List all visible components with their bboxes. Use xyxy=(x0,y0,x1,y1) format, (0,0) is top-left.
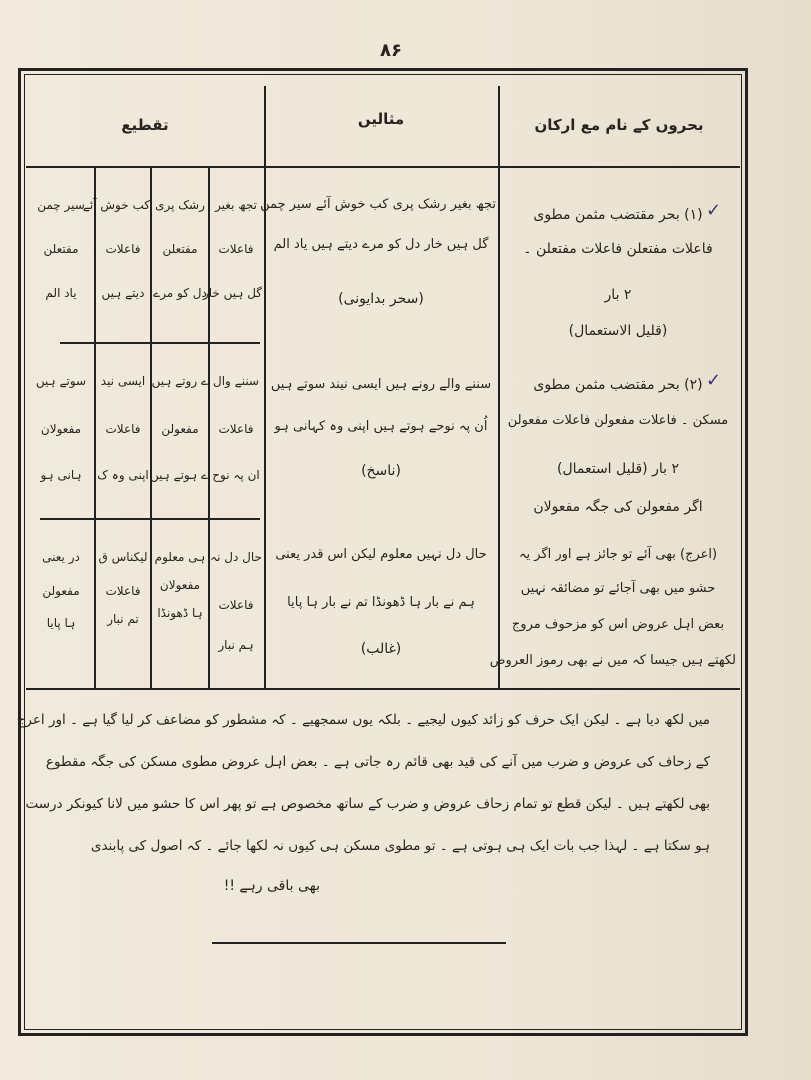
example-source: (غالب) xyxy=(360,641,402,657)
example-line: ہم نے بار ہا ڈھونڈا تم نے بار ہا پایا xyxy=(287,595,475,610)
taqti-rukn: مفعولن xyxy=(161,422,199,436)
taqti-rukn: مفتعلن xyxy=(43,242,79,256)
pen-mark-icon: ✓ xyxy=(706,200,722,221)
example-line: گل ہیں خار دل کو مرے دیتے ہیں یاد الم xyxy=(273,237,489,252)
header-bahr: بحروں کے نام مع ارکان xyxy=(534,116,704,134)
taqti-row-divider xyxy=(40,518,260,520)
table-bottom-line xyxy=(26,688,740,690)
taqti-rukn: مفتعلن xyxy=(162,242,198,256)
taqti-word: ہم نبار xyxy=(218,638,254,652)
taqti-word: لیکناس ق xyxy=(98,550,148,564)
bahr-line: بعض اہل عروض اس کو مزحوف مروج xyxy=(511,617,725,632)
header-divider xyxy=(26,166,740,168)
taqti-word: ایسی نید xyxy=(100,374,146,388)
taqti-word: تم نبار xyxy=(107,612,139,626)
bahr-line: حشو میں بھی آجائے تو مضائقہ نہیں xyxy=(520,581,716,596)
taqti-word: رشک پری xyxy=(155,198,205,212)
taqti-rukn: فاعلات xyxy=(105,422,141,436)
taqti-rukn: فاعلات xyxy=(218,242,254,256)
paragraph-line: کے زحاف کی عروض و ضرب میں آنے کی قید بھی قائم رہ جاتی ہے ۔ بعض اہل عروض مطوی مسکن کی جگہ مقطوع xyxy=(45,754,710,770)
bahr-line: مسکن ۔ فاعلات مفعولن فاعلات مفعولن xyxy=(507,413,729,428)
taqti-word: دل کو مرے xyxy=(153,286,207,300)
taqti-rukn: مفعولان xyxy=(159,578,201,592)
example-line: حال دل نہیں معلوم لیکن اس قدر یعنی xyxy=(275,547,487,562)
bahr-line: (قلیل الاستعمال) xyxy=(568,323,668,339)
taqti-rukn: فاعلات xyxy=(218,598,254,612)
taqti-word: ان پہ نوح xyxy=(212,468,260,482)
explanation-paragraph xyxy=(16,706,710,900)
bahr-line: اگر مفعولن کی جگہ مفعولان xyxy=(533,499,703,515)
closing-rule xyxy=(212,942,506,944)
header-taqti: تقطیع xyxy=(121,116,169,134)
taqti-word: کب خوش آئے xyxy=(82,198,150,212)
bahr-line: ۲ بار xyxy=(604,287,632,303)
taqti-rukn: مفعولان xyxy=(40,422,82,436)
example-source: (ناسخ) xyxy=(361,463,401,479)
taqti-rukn: فاعلات xyxy=(218,422,254,436)
taqti-rukn: فاعلات xyxy=(105,242,141,256)
example-line: سننے والے رونے ہیں ایسی نیند سوتے ہیں xyxy=(270,377,492,392)
taqti-word: ہا ڈھونڈا xyxy=(157,606,203,620)
taqti-word: ہی معلوم xyxy=(154,550,206,564)
page-number: ۸۶ xyxy=(380,40,402,61)
bahr-line: (۲) بحر مقتضب مثمن مطوی xyxy=(533,377,703,393)
taqti-row-divider xyxy=(60,342,260,344)
paragraph-line: بھی لکھتے ہیں ۔ لیکن قطع تو تمام زحاف عروض و ضرب کے ساتھ مخصوص ہے تو پھر اس کا حشو میں لانا کیونکر درست xyxy=(25,796,710,812)
taqti-rukn: فاعلات xyxy=(105,584,141,598)
pen-mark-icon: ✓ xyxy=(706,370,722,391)
taqti-word: یاد الم xyxy=(45,286,77,300)
header-misalain: مثالیں xyxy=(357,110,405,128)
example-source: (سحر بدایونی) xyxy=(338,291,424,307)
taqti-word: ہا پایا xyxy=(46,616,76,630)
paragraph-line: ہو سکتا ہے ۔ لہذا جب بات ایک ہی ہوتی ہے ۔ تو مطوی مسکن ہی کیوں نہ لکھا جائے ۔ کہ اصول کی پابندی xyxy=(90,838,710,854)
taqti-word: گل ہیں خار xyxy=(202,286,262,300)
taqti-word: در یعنی xyxy=(42,550,80,564)
taqti-word: تجھ بغیر xyxy=(215,198,257,212)
bahr-line: لکھتے ہیں جیسا کہ میں نے بھی رموز العروض xyxy=(489,653,736,668)
taqti-word: سیر چمن xyxy=(37,198,85,212)
example-line: تجھ بغیر رشک پری کب خوش آئے سیر چمن xyxy=(260,197,496,212)
paragraph-line: بھی باقی رہے !! xyxy=(223,878,320,894)
taqti-word: اپنی وہ ک xyxy=(97,468,149,482)
taqti-word: سننے وال xyxy=(213,374,259,388)
taqti-rukn: مفعولن xyxy=(42,584,80,598)
bahr-line: (۱) بحر مقتضب مثمن مطوی xyxy=(533,207,703,223)
bahr-line: فاعلات مفتعلن فاعلات مفتعلن ۔ xyxy=(523,241,713,257)
bahr-line: ۲ بار (قلیل استعمال) xyxy=(556,461,679,477)
taqti-word: سوتے ہیں xyxy=(35,374,87,388)
taqti-word: ہانی ہو xyxy=(40,468,82,482)
taqti-word: ے روتے ہیں xyxy=(151,374,208,388)
example-line: اُن پہ نوحے ہوتے ہیں اپنی وہ کہانی ہو xyxy=(274,419,488,434)
taqti-word: دیتے ہیں xyxy=(101,286,145,300)
paragraph-line: میں لکھ دیا ہے ۔ لیکن ایک حرف کو زائد کیوں لیجیے ۔ بلکہ یوں سمجھیے ۔ کہ مشطور کو مضاعف کر لیا گیا ہے ۔ اور اعرج xyxy=(16,712,710,728)
taqti-word: حال دل نہ xyxy=(210,550,262,564)
taqti-word: ے ہوتے ہیں xyxy=(149,468,208,482)
bahr-line: (اعرج) بھی آئے تو جائز ہے اور اگر یہ xyxy=(518,547,718,562)
